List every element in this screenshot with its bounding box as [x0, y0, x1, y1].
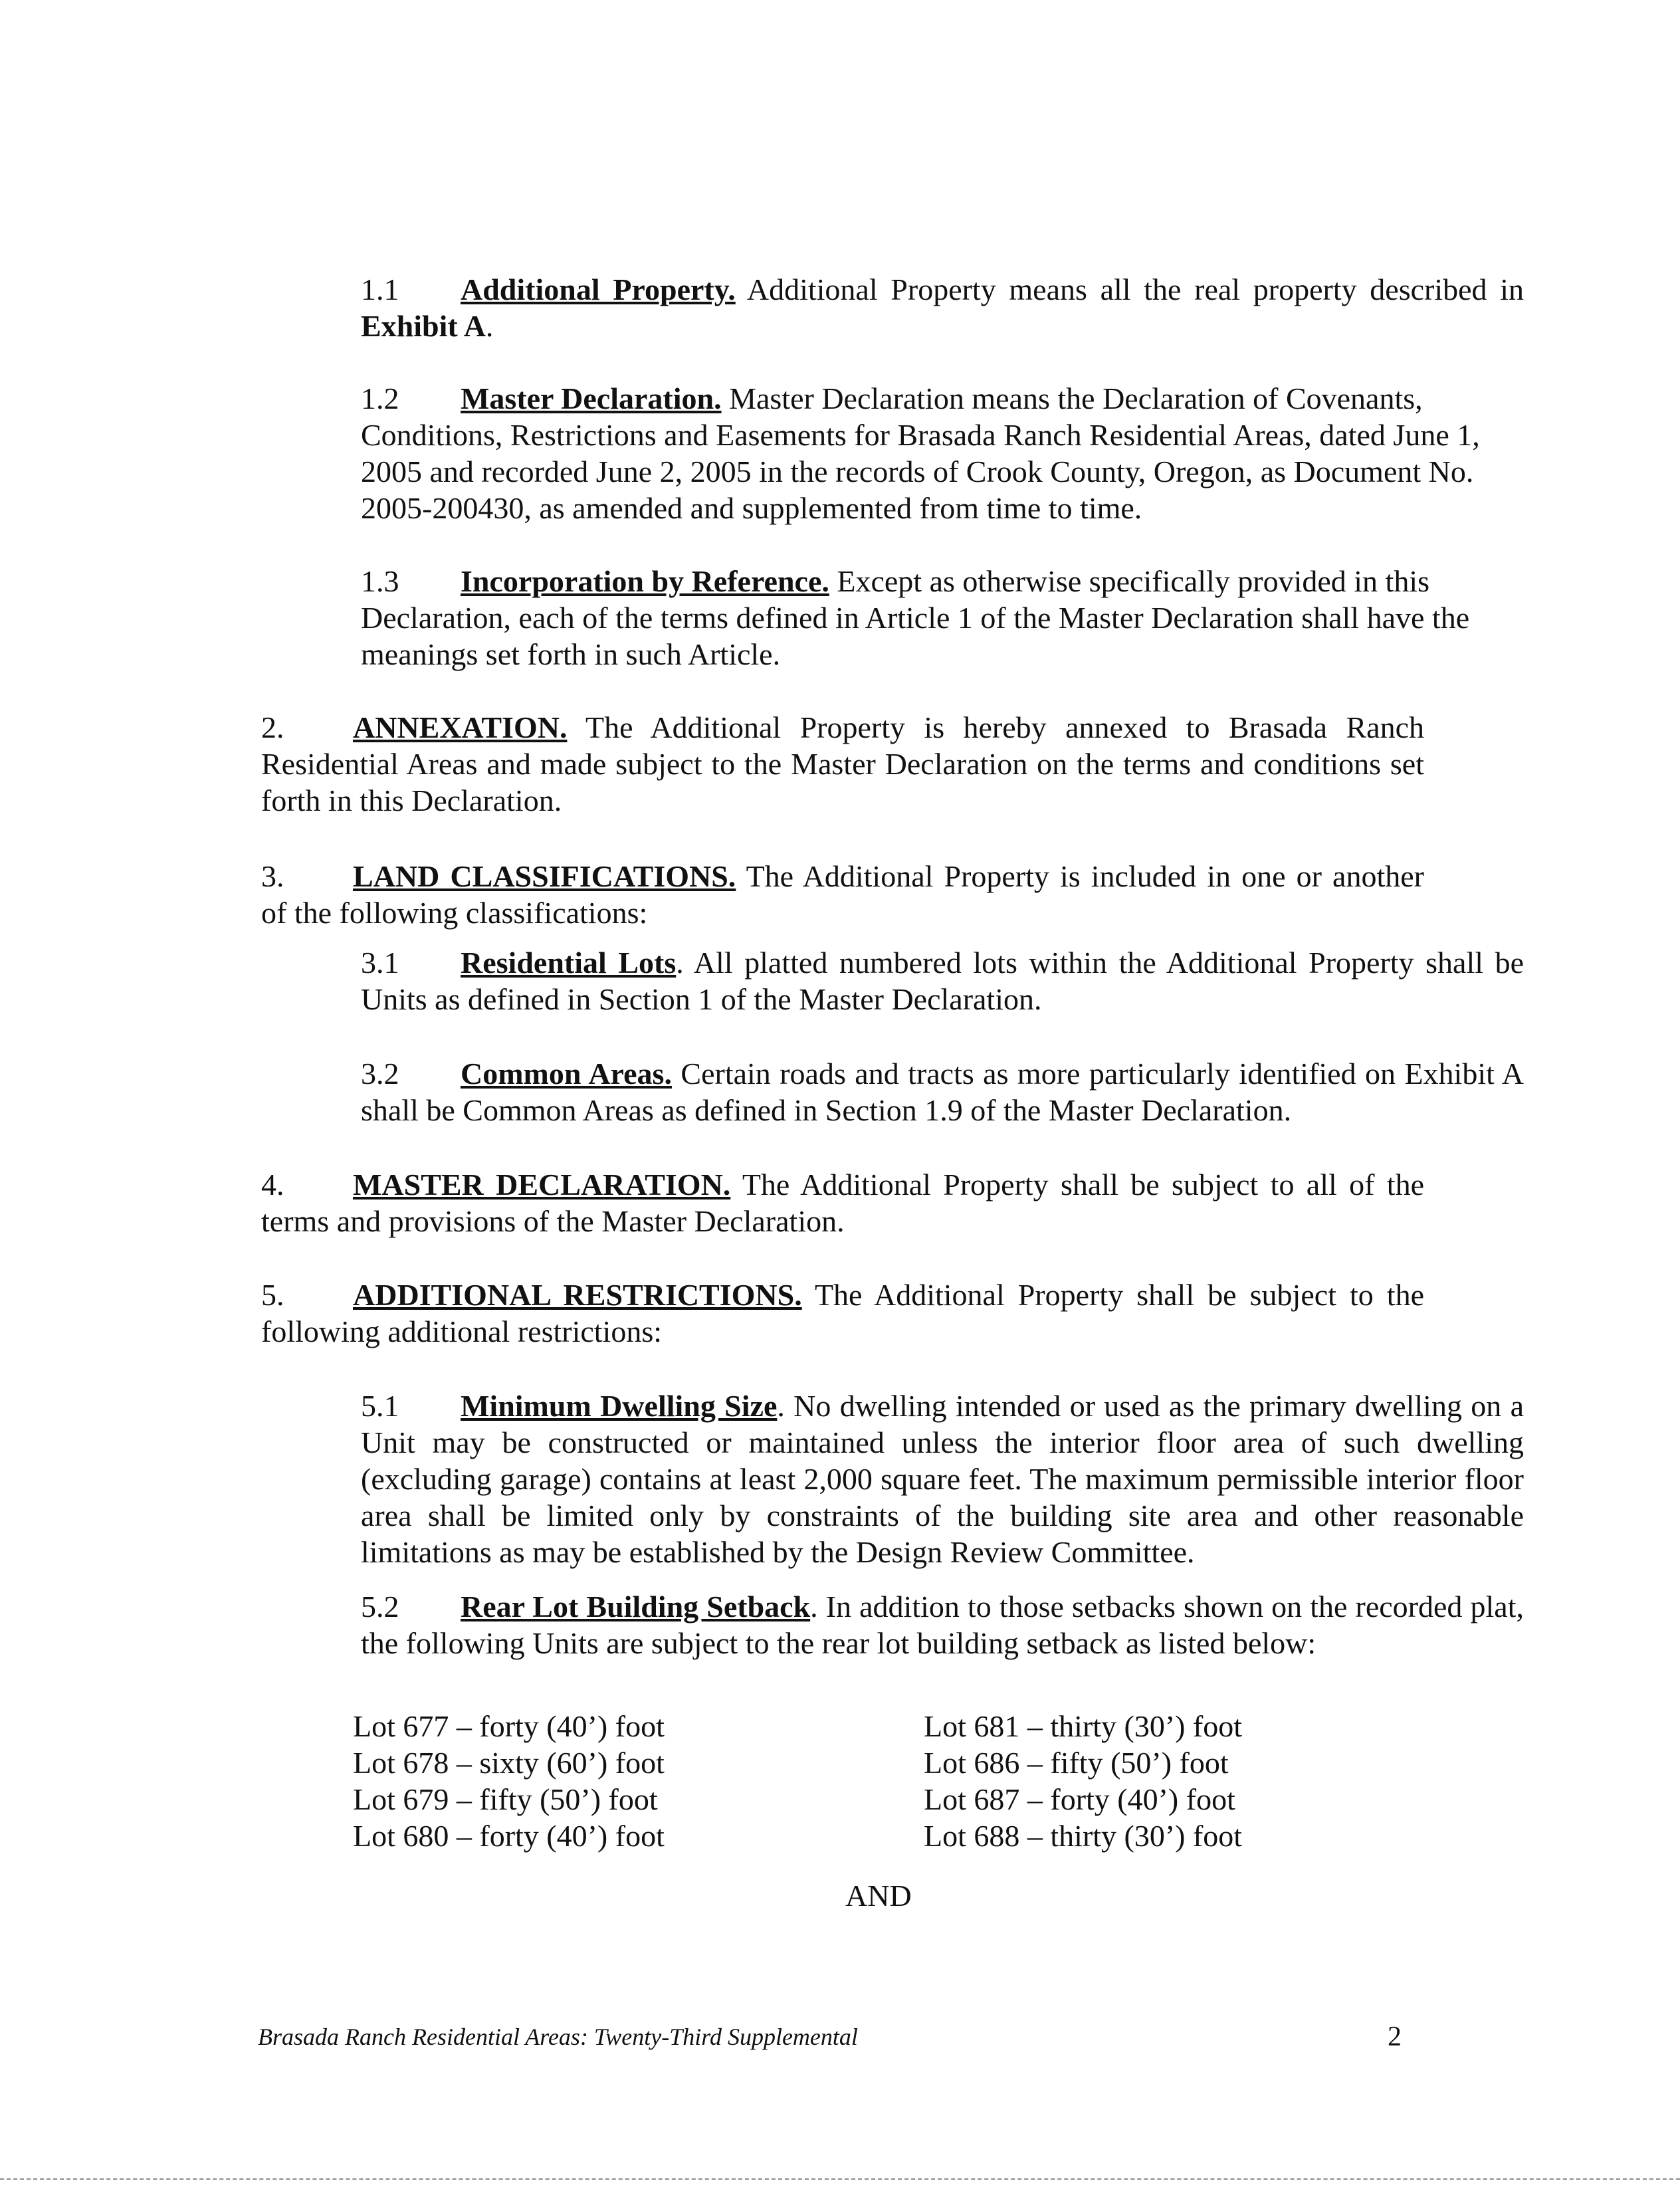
section-3-1 — [261, 944, 1524, 1017]
section-2 — [261, 709, 1424, 819]
section-number: 5. — [261, 1278, 284, 1312]
section-text: . In addition to those setbacks shown on the recorded plat, the following Units are subject to the rear lot building setback as listed below: — [361, 1590, 1524, 1660]
exhibit-reference: Exhibit A — [361, 309, 486, 343]
section-5-1 — [261, 1388, 1524, 1570]
section-heading: Minimum Dwelling Size — [461, 1389, 778, 1423]
lot-item: Lot 678 – sixty (60’) foot — [353, 1746, 665, 1780]
section-text: Except as otherwise specifically provided in this Declaration, each of the terms defined in Article 1 of the Master Declaration shall have the meanings set forth in such Article. — [361, 564, 1470, 671]
section-number: 3.2 — [361, 1057, 399, 1091]
section-5 — [261, 1277, 1424, 1350]
section-text: The Additional Property is included in one or another of the following classifications: — [261, 859, 1424, 930]
section-number: 5.2 — [361, 1590, 399, 1623]
section-heading: MASTER DECLARATION. — [353, 1168, 731, 1201]
section-1-2 — [261, 380, 1524, 526]
section-heading: ADDITIONAL RESTRICTIONS. — [353, 1278, 802, 1312]
section-4 — [261, 1166, 1424, 1239]
section-text: The Additional Property is hereby annexed to Brasada Ranch Residential Areas and made subject to the Master Declaration on the terms and conditions set forth in this Declaration. — [261, 710, 1424, 817]
section-text: The Additional Property shall be subject to all of the terms and provisions of the Master Declaration. — [261, 1168, 1425, 1238]
section-number: 1.2 — [361, 381, 399, 415]
section-number: 4. — [261, 1168, 284, 1201]
lot-item: Lot 680 – forty (40’) foot — [353, 1819, 665, 1853]
section-1-1 — [261, 271, 1524, 344]
section-heading: Residential Lots — [461, 946, 677, 980]
section-number: 5.1 — [361, 1389, 399, 1423]
footer-title: Brasada Ranch Residential Areas: Twenty-Third Supplemental — [258, 2024, 858, 2050]
section-heading: ANNEXATION. — [353, 710, 568, 744]
page-number: 2 — [1388, 2022, 1402, 2052]
section-3 — [261, 858, 1424, 931]
section-heading: LAND CLASSIFICATIONS. — [353, 859, 736, 893]
lot-item: Lot 681 – thirty (30’) foot — [924, 1709, 1243, 1743]
section-heading: Rear Lot Building Setback — [461, 1590, 811, 1623]
section-text: The Additional Property shall be subject to the following additional restrictions: — [261, 1278, 1424, 1348]
lot-item: Lot 679 – fifty (50’) foot — [353, 1782, 658, 1816]
section-number: 3. — [261, 859, 284, 893]
section-text: Master Declaration means the Declaration of Covenants, Conditions, Restrictions and Easements for Brasada Ranch Residential Areas, dated June 1, 2005 and recorded June 2, 2005 in the records of Crook County, Oregon, as Document No. 2005-200430, as amended and supplemented from time to time. — [361, 381, 1480, 525]
section-number: 3.1 — [361, 946, 399, 980]
section-number: 1.3 — [361, 564, 399, 598]
and-separator: AND — [845, 1879, 912, 1913]
section-1-3 — [261, 563, 1524, 673]
section-3-2 — [261, 1055, 1524, 1128]
section-5-2 — [261, 1588, 1524, 1661]
section-text: . All platted numbered lots within the Additional Property shall be Units as defined in Section 1 of the Master Declaration. — [361, 946, 1524, 1016]
section-heading: Common Areas. — [461, 1057, 672, 1091]
section-text: Certain roads and tracts as more particularly identified on Exhibit A shall be Common Areas as defined in Section 1.9 of the Master Declaration. — [361, 1057, 1524, 1127]
lot-item: Lot 677 – forty (40’) foot — [353, 1709, 665, 1743]
lot-item: Lot 688 – thirty (30’) foot — [924, 1819, 1243, 1853]
scan-edge-line — [0, 2178, 1680, 2180]
section-heading: Incorporation by Reference. — [461, 564, 829, 598]
lot-list-left — [353, 1708, 665, 1854]
section-heading: Additional Property. — [461, 272, 736, 306]
section-text: Additional Property means all the real property described in — [735, 272, 1524, 306]
section-heading: Master Declaration. — [461, 381, 722, 415]
lot-item: Lot 686 – fifty (50’) foot — [924, 1746, 1229, 1780]
section-text-end: . — [485, 309, 494, 343]
section-text: . No dwelling intended or used as the primary dwelling on a Unit may be constructed or maintained unless the interior floor area of such dwelling (excluding garage) contains at least 2,000 square feet. The maximum permissible interior floor area shall be limited only by constraints of the building site area and other reasonable limitations as may be established by the Design Review Committee. — [361, 1389, 1524, 1569]
lot-item: Lot 687 – forty (40’) foot — [924, 1782, 1235, 1816]
section-number: 2. — [261, 710, 284, 744]
section-number: 1.1 — [361, 272, 399, 306]
lot-list-right — [924, 1708, 1242, 1854]
